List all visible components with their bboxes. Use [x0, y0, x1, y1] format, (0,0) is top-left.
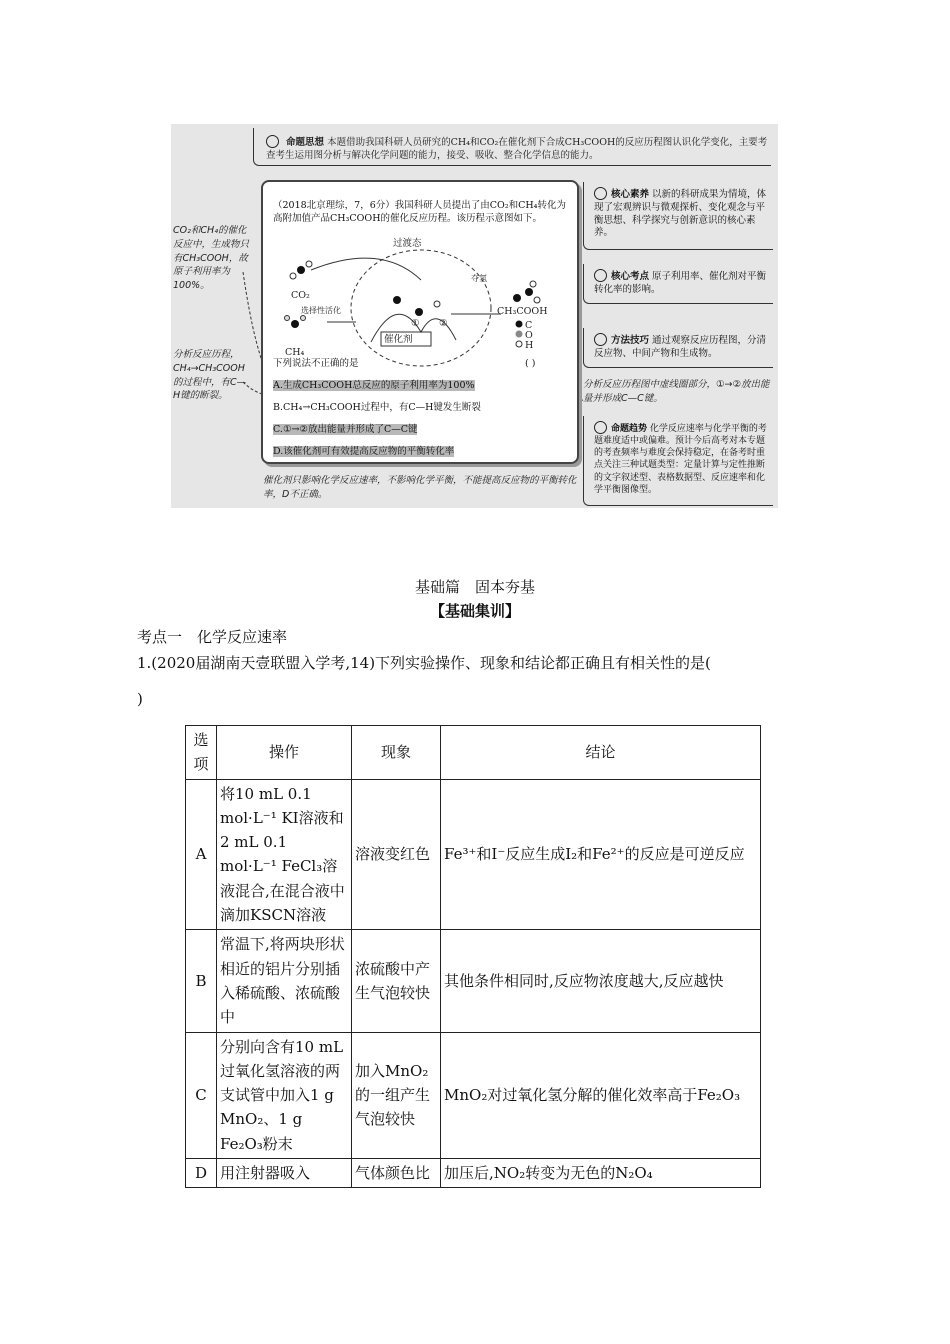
lightbulb-icon: [594, 421, 607, 434]
right-note-dashed-circle: 分析反应历程图中虚线圈部分，①→②放出能量并形成C—C键。: [583, 379, 770, 404]
question-1-stem: 1.(2020届湖南天壹联盟入学考,14)下列实验操作、现象和结论都正确且有相关性的是(: [137, 654, 711, 672]
left-note-atom-utilization: CO₂和CH₄的催化反应中，生成物只有CH₃COOH，故原子利用率为100%。: [173, 225, 250, 292]
table-row: [186, 930, 761, 1032]
question-paren: ( ): [525, 358, 536, 369]
legend-h: H: [525, 340, 534, 351]
option-c: C.①→②放出能量并形成了C—C键: [273, 424, 418, 435]
label-co2: CO₂: [291, 290, 310, 301]
cell-operation: 将10 mL 0.1 mol·L⁻¹ KI溶液和2 mL 0.1 mol·L⁻¹ FeCl₃溶液混合,在混合液中滴加KSCN溶液: [217, 779, 352, 930]
table-header-row: [186, 726, 761, 780]
experiment-table: [185, 725, 761, 1188]
question-1-close-paren: ): [137, 690, 143, 708]
legend-o: O: [525, 330, 533, 341]
cell-operation: 分别向含有10 mL过氧化氢溶液的两支试管中加入1 g MnO₂、1 g Fe₂O₃粉末: [217, 1032, 352, 1158]
header-operation: 操作: [217, 726, 352, 780]
bottom-note-catalyst: 催化剂只影响化学反应速率，不影响化学平衡，不能提高反应物的平衡转化率，D不正确。: [263, 475, 577, 500]
right-note-method: 方法技巧 通过观察反应历程图，分清反应物、中间产物和生成物。: [583, 328, 773, 368]
table-row: [186, 1159, 761, 1188]
lightbulb-icon: [594, 187, 607, 200]
cell-operation: 常温下,将两块形状相近的铝片分别插入稀硫酸、浓硫酸中: [217, 930, 352, 1032]
lightbulb-icon: [594, 333, 607, 346]
label-transition-state: 过渡态: [393, 238, 422, 249]
cell-option: D: [186, 1159, 217, 1188]
option-b: B.CH₄→CH₃COOH过程中，有C—H键发生断裂: [273, 402, 481, 413]
cell-conclusion: MnO₂对过氧化氢分解的催化效率高于Fe₂O₃: [441, 1032, 761, 1158]
section-title: 基础篇 固本夯基: [414, 578, 535, 596]
cell-option: B: [186, 930, 217, 1032]
left-note-ch-bond: 分析反应历程，CH₄→CH₃COOH的过程中，有C—H键的断裂。: [173, 349, 247, 402]
cell-phenomenon: 气体颜色比: [352, 1159, 441, 1188]
right-note-core-literacy: 核心素养 以新的科研成果为情境，体现了宏观辨识与微观探析、变化观念与平衡思想、科学探究与创新意识的核心素养。: [583, 182, 773, 250]
option-d: D.该催化剂可有效提高反应物的平衡转化率: [273, 446, 455, 457]
cell-conclusion: 其他条件相同时,反应物浓度越大,反应越快: [441, 930, 761, 1032]
question-stem: 下列说法不正确的是: [273, 358, 359, 369]
question-card: [261, 180, 579, 464]
label-release-h: 夺氢: [471, 274, 487, 283]
banner-tag: 命题思想: [286, 137, 325, 148]
header-conclusion: 结论: [441, 726, 761, 780]
label-selective-activation: 选择性活化: [301, 306, 341, 315]
cell-phenomenon: 加入MnO₂的一组产生气泡较快: [352, 1032, 441, 1158]
question-intro: （2018北京理综，7，6分）我国科研人员提出了由CO₂和CH₄转化为高附加值产品CH₃COOH的催化反应历程。该历程示意图如下。: [273, 200, 566, 224]
cell-phenomenon: 浓硫酸中产生气泡较快: [352, 930, 441, 1032]
label-catalyst: 催化剂: [384, 334, 413, 345]
banner-text: 本题借助我国科研人员研究的CH₄和CO₂在催化剂下合成CH₃COOH的反应历程图认识化学变化，主要考查考生运用图分析与解决化学问题的能力，接受、吸收、整合化学信息的能力。: [266, 137, 768, 161]
cell-conclusion: 加压后,NO₂转变为无色的N₂O₄: [441, 1159, 761, 1188]
lightbulb-icon: [594, 269, 607, 282]
legend-c: C: [525, 320, 533, 331]
right-note-core-point: 核心考点 原子利用率、催化剂对平衡转化率的影响。: [583, 264, 773, 304]
annotated-exam-figure: [171, 124, 778, 508]
table-row: [186, 779, 761, 930]
table-row: [186, 1032, 761, 1158]
cell-phenomenon: 溶液变红色: [352, 779, 441, 930]
section-subtitle: 【基础集训】: [429, 602, 520, 620]
cell-option: C: [186, 1032, 217, 1158]
header-phenomenon: 现象: [352, 726, 441, 780]
label-step1: ①: [411, 318, 420, 329]
right-note-trend: 命题趋势 化学反应速率与化学平衡的考题难度适中或偏难。预计今后高考对本专题的考查频率与难度会保持稳定，在备考时重点关注三种试题类型：定量计算与定性推断的文字叙述型、表格数据型、反应速率和化学平衡图像型。: [583, 416, 773, 506]
topic-heading: 考点一 化学反应速率: [137, 628, 288, 646]
header-option: 选项: [186, 726, 217, 780]
cell-option: A: [186, 779, 217, 930]
option-a: A.生成CH₃COOH总反应的原子利用率为100%: [273, 380, 475, 391]
label-step2: ②: [439, 318, 448, 329]
cell-conclusion: Fe³⁺和I⁻反应生成I₂和Fe²⁺的反应是可逆反应: [441, 779, 761, 930]
label-ch4: CH₄: [285, 347, 305, 358]
cell-operation: 用注射器吸入: [217, 1159, 352, 1188]
label-product: CH₃COOH: [497, 306, 548, 317]
